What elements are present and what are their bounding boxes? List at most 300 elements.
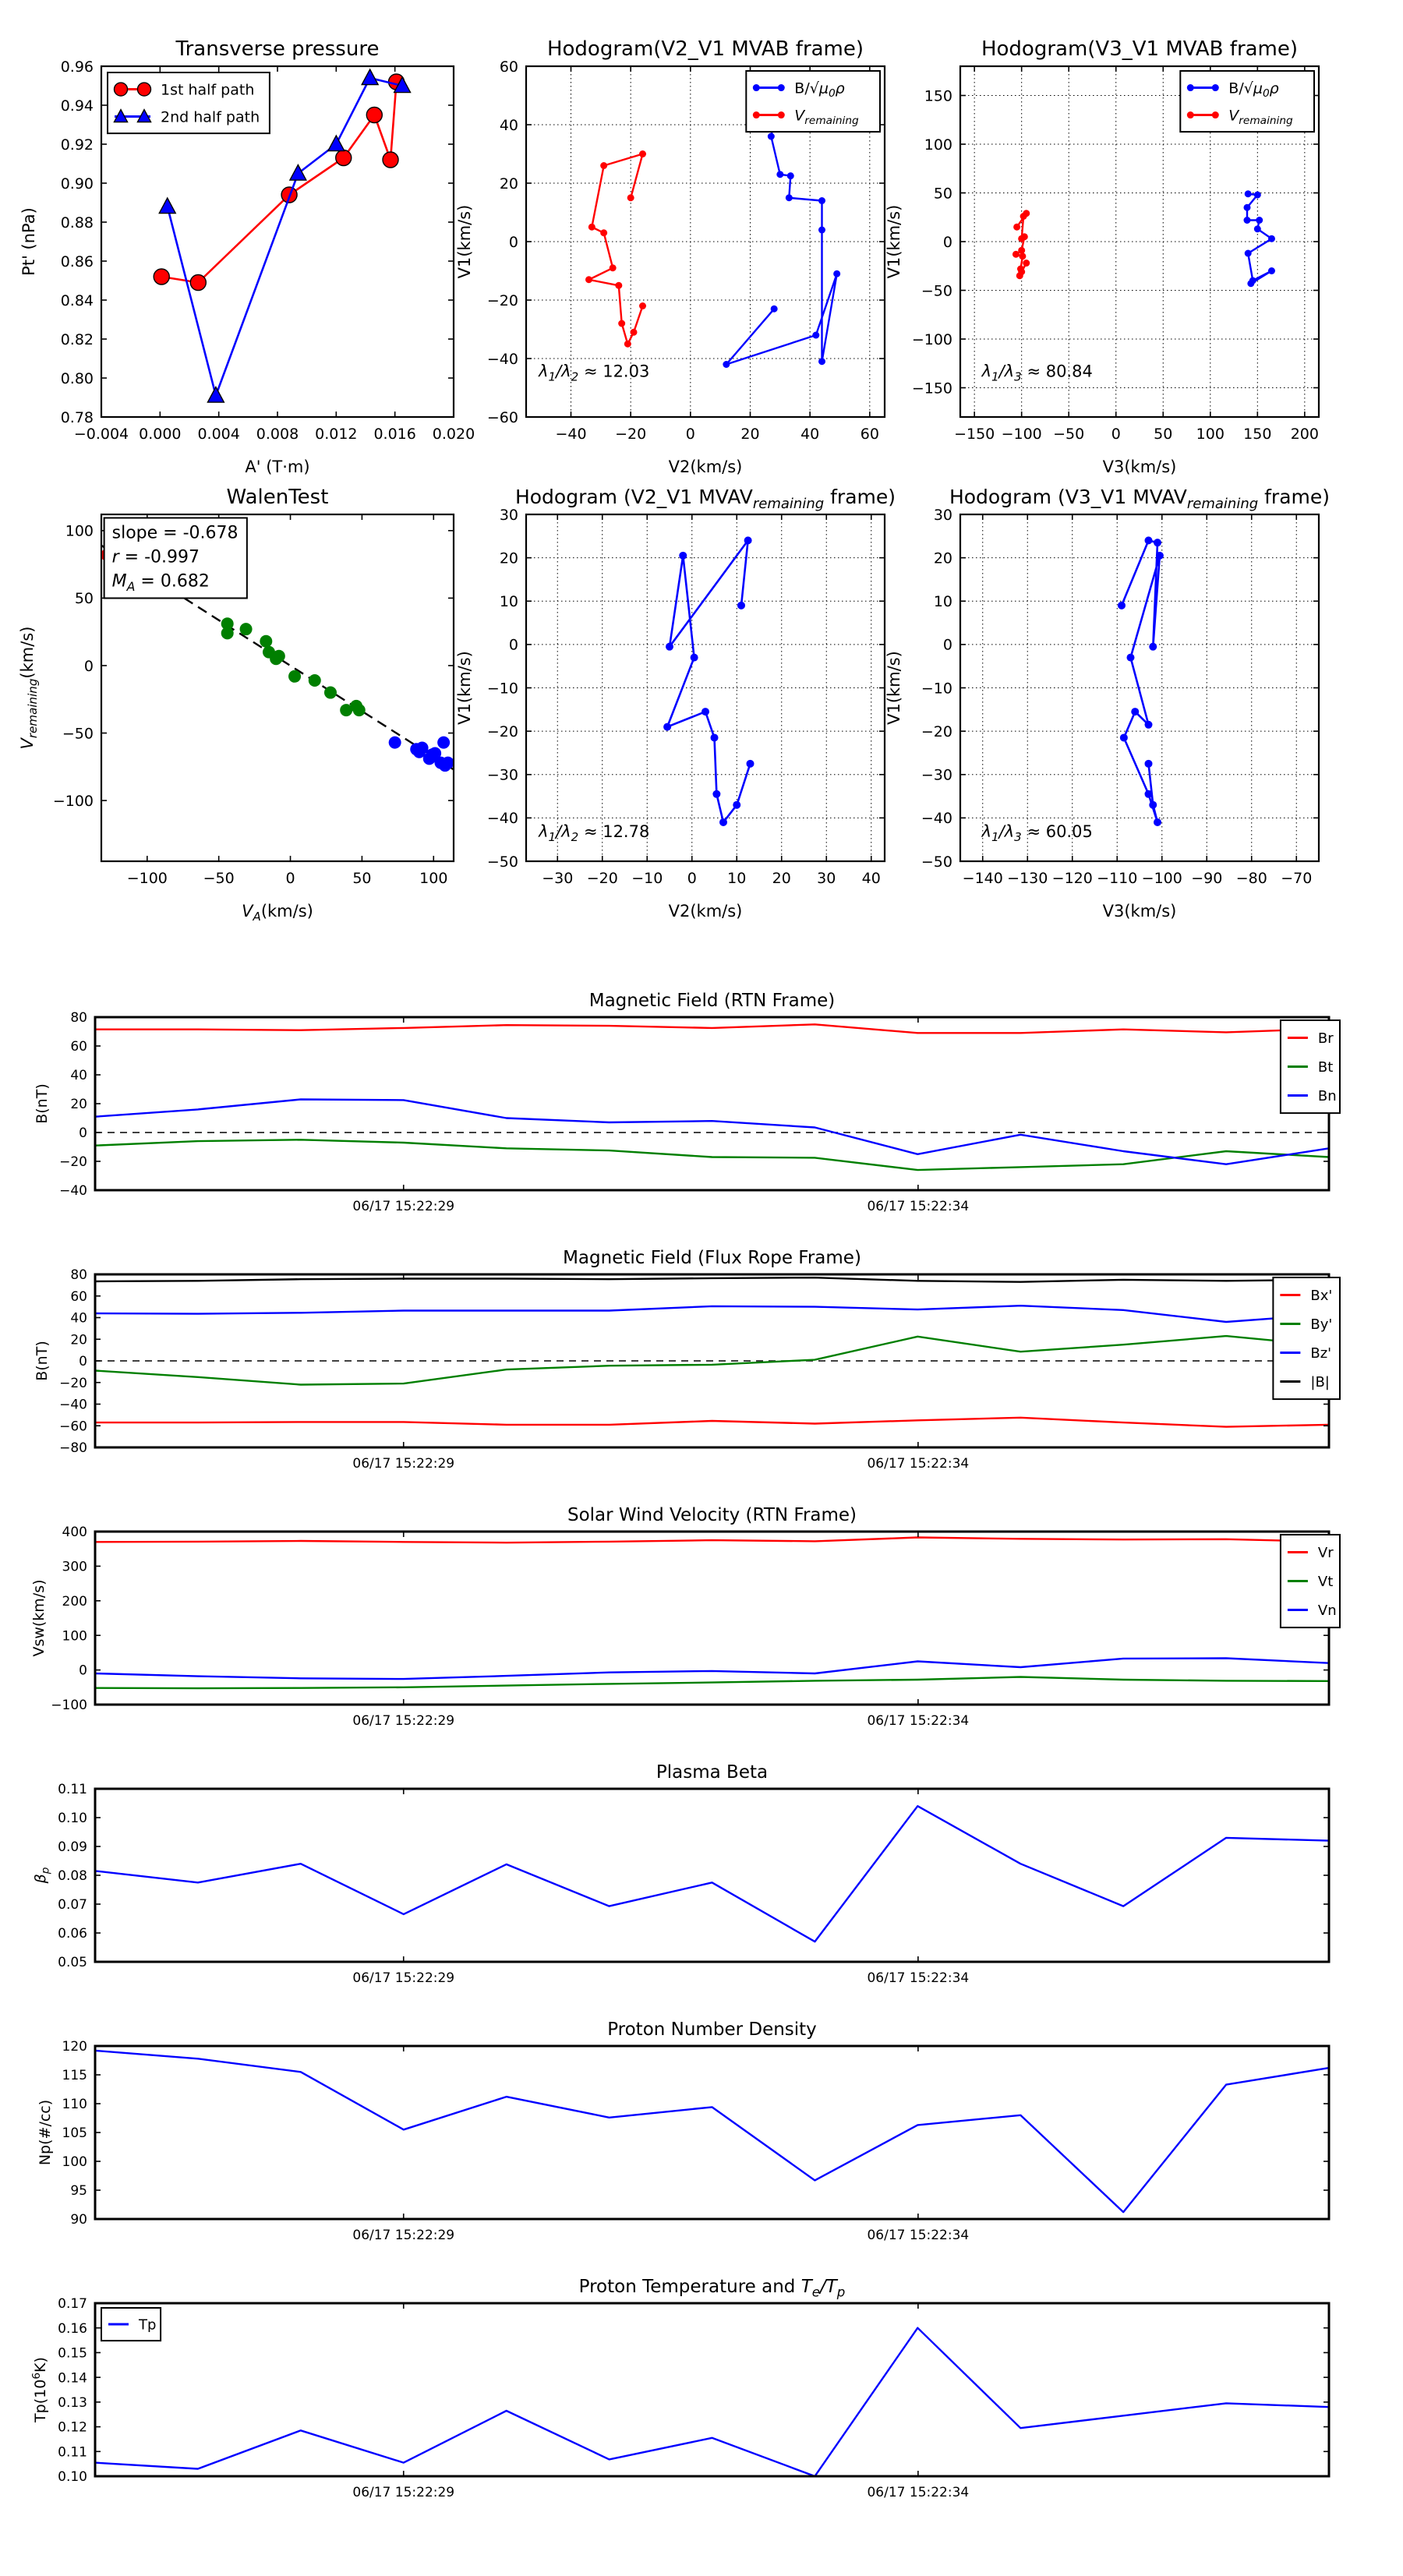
- magnetic-field-rtn-x-tick-label: 06/17 15:22:29: [352, 1199, 455, 1214]
- hodogram-v2v1-mvav-x-tick-label: −10: [631, 870, 663, 887]
- hodogram-v3v1-mvav-marker-v-path: [1156, 552, 1164, 560]
- hodogram-v3v1-mvav-marker-v-path: [1149, 643, 1157, 651]
- transverse-pressure-y-tick-label: 0.94: [60, 97, 94, 115]
- transverse-pressure-legend-label: 2nd half path: [161, 108, 260, 126]
- hodogram-v2v1-mvab-legend-label: $B/√\mu_0\rho$: [794, 80, 845, 100]
- magnetic-field-rtn-y-axis-label: B(nT): [34, 1083, 51, 1124]
- hodogram-v3v1-mvav-marker-v-path: [1145, 536, 1153, 544]
- proton-number-density-y-tick-label: 105: [62, 2125, 87, 2142]
- walen-test-marker-green-points: [260, 635, 272, 648]
- solar-wind-velocity-x-tick-label: 06/17 15:22:34: [867, 1713, 970, 1729]
- hodogram-v3v1-mvab-x-tick-label: 200: [1290, 426, 1319, 443]
- hodogram-v2v1-mvab-y-axis-label: V1(km/s): [455, 204, 474, 279]
- plasma-beta-y-tick-label: 0.05: [58, 1955, 87, 1971]
- chart-magnetic-field-flux-rope: [34, 1248, 1340, 1472]
- transverse-pressure-y-tick-label: 0.92: [60, 136, 94, 154]
- transverse-pressure-y-tick-label: 0.86: [60, 253, 94, 270]
- plasma-beta-title: Plasma Beta: [656, 1762, 769, 1783]
- hodogram-v2v1-mvav-y-tick-label: 10: [499, 593, 518, 611]
- hodogram-v2v1-mvab-y-tick-label: 40: [499, 116, 518, 134]
- magnetic-field-flux-rope-title: Magnetic Field (Flux Rope Frame): [563, 1248, 861, 1268]
- proton-temperature-y-tick-label: 0.14: [58, 2370, 87, 2387]
- walen-test-marker-green-points: [240, 623, 253, 635]
- walen-test-marker-green-points: [324, 687, 337, 699]
- hodogram-v2v1-mvab-x-tick-label: 0: [685, 426, 695, 443]
- hodogram-v2v1-mvab-annotation: $\lambda_1/\lambda_2 \approx 12.03$: [539, 362, 650, 384]
- proton-number-density-y-axis-label: Np(#/cc): [37, 2099, 54, 2166]
- hodogram-v3v1-mvav-marker-v-path: [1145, 721, 1153, 729]
- hodogram-v2v1-mvab-x-tick-label: 20: [740, 426, 760, 443]
- hodogram-v3v1-mvav-title: Hodogram (V3_V1 $MVAV_{remaining}$ frame): [949, 486, 1331, 512]
- walen-test-marker-blue-points: [437, 737, 450, 749]
- solar-wind-velocity-y-axis-label: Vsw(km/s): [30, 1579, 48, 1657]
- walen-test-y-tick-label: 50: [74, 590, 94, 608]
- proton-number-density-x-tick-label: 06/17 15:22:29: [352, 2228, 455, 2243]
- proton-temperature-plot-area: [95, 2303, 1329, 2476]
- hodogram-v3v1-mvab-marker-v-remaining: [1021, 233, 1028, 240]
- hodogram-v2v1-mvab-marker-v-remaining: [631, 329, 638, 336]
- magnetic-field-rtn-legend-label: Bt: [1317, 1059, 1334, 1076]
- hodogram-v2v1-mvab-marker-v-remaining: [627, 194, 634, 201]
- magnetic-field-flux-rope-legend-label: |B|: [1310, 1374, 1330, 1391]
- magnetic-field-flux-rope-x-tick-label: 06/17 15:22:34: [867, 1456, 970, 1472]
- hodogram-v3v1-mvab-marker-b-over-sqrt-mu0rho: [1254, 225, 1261, 232]
- magnetic-field-rtn-plot-area: [95, 1017, 1329, 1190]
- hodogram-v2v1-mvav-marker-v-path: [691, 654, 698, 662]
- hodogram-v2v1-mvab-y-tick-label: −20: [486, 292, 518, 309]
- proton-temperature-y-tick-label: 0.17: [58, 2296, 87, 2313]
- hodogram-v3v1-mvab-legend-dot: [1187, 84, 1194, 91]
- magnetic-field-rtn-y-tick-label: 60: [70, 1039, 87, 1055]
- hodogram-v3v1-mvav-marker-v-path: [1120, 733, 1128, 741]
- hodogram-v2v1-mvav-marker-v-path: [702, 708, 709, 716]
- hodogram-v3v1-mvab-marker-b-over-sqrt-mu0rho: [1256, 217, 1263, 224]
- hodogram-v3v1-mvav-y-tick-label: −20: [921, 723, 952, 740]
- hodogram-v2v1-mvab-marker-v-remaining: [600, 229, 607, 236]
- hodogram-v3v1-mvav-x-tick-label: −70: [1281, 870, 1313, 887]
- hodogram-v2v1-mvav-y-tick-label: 0: [508, 636, 518, 654]
- hodogram-v2v1-mvab-marker-v-remaining: [624, 341, 631, 348]
- hodogram-v3v1-mvav-x-axis-label: V3(km/s): [1102, 902, 1177, 921]
- hodogram-v3v1-mvav-x-tick-label: −90: [1191, 870, 1223, 887]
- hodogram-v3v1-mvav-x-tick-label: −140: [962, 870, 1003, 887]
- hodogram-v3v1-mvab-x-tick-label: −150: [954, 426, 995, 443]
- proton-number-density-y-tick-label: 115: [62, 2068, 87, 2084]
- walen-test-annotation-box: [104, 518, 247, 598]
- solar-wind-velocity-legend-label: Vt: [1317, 1574, 1334, 1591]
- transverse-pressure-marker-first-half-path: [383, 152, 398, 168]
- hodogram-v3v1-mvab-y-tick-label: 150: [924, 87, 952, 105]
- magnetic-field-rtn-x-tick-label: 06/17 15:22:34: [867, 1199, 970, 1214]
- hodogram-v2v1-mvab-legend-dot: [753, 84, 760, 91]
- hodogram-v3v1-mvav-y-tick-label: 10: [933, 593, 952, 611]
- hodogram-v3v1-mvab-x-axis-label: V3(km/s): [1102, 458, 1177, 476]
- hodogram-v2v1-mvav-marker-v-path: [666, 643, 673, 651]
- solar-wind-velocity-y-tick-label: 200: [62, 1593, 87, 1610]
- hodogram-v3v1-mvav-marker-v-path: [1131, 708, 1139, 716]
- hodogram-v3v1-mvab-y-tick-label: 100: [924, 136, 952, 154]
- chart-hodogram-v2v1-mvav: [455, 486, 896, 921]
- walen-test-y-tick-label: −50: [62, 725, 94, 743]
- magnetic-field-flux-rope-y-tick-label: 80: [70, 1267, 87, 1284]
- proton-temperature-y-tick-label: 0.10: [58, 2469, 87, 2486]
- hodogram-v2v1-mvab-legend-dot: [778, 111, 785, 118]
- transverse-pressure-y-tick-label: 0.82: [60, 330, 94, 348]
- hodogram-v3v1-mvab-legend-label: $V_{remaining}$: [1228, 107, 1293, 127]
- solar-wind-velocity-legend-label: Vn: [1317, 1602, 1337, 1620]
- magnetic-field-rtn-legend-label: Br: [1317, 1030, 1334, 1048]
- hodogram-v3v1-mvav-x-tick-label: −120: [1051, 870, 1093, 887]
- hodogram-v2v1-mvav-y-tick-label: 30: [499, 506, 518, 524]
- hodogram-v3v1-mvav-marker-v-path: [1149, 801, 1157, 809]
- hodogram-v2v1-mvab-marker-v-remaining: [639, 150, 646, 157]
- hodogram-v2v1-mvab-marker-b-over-sqrt-mu0rho: [787, 172, 794, 179]
- hodogram-v2v1-mvab-x-tick-label: 40: [800, 426, 820, 443]
- chart-plasma-beta: [32, 1762, 1329, 1986]
- plasma-beta-x-tick-label: 06/17 15:22:29: [352, 1970, 455, 1986]
- magnetic-field-flux-rope-legend: [1273, 1277, 1340, 1399]
- hodogram-v2v1-mvab-y-tick-label: 20: [499, 175, 518, 193]
- transverse-pressure-legend-label: 1st half path: [161, 81, 255, 99]
- transverse-pressure-y-tick-label: 0.90: [60, 175, 94, 193]
- solar-wind-velocity-y-tick-label: 400: [62, 1525, 87, 1541]
- hodogram-v2v1-mvav-annotation: $\lambda_1/\lambda_2 \approx 12.78$: [539, 822, 650, 844]
- svg-text:slope = -0.678: slope = -0.678: [111, 523, 239, 543]
- hodogram-v2v1-mvab-marker-b-over-sqrt-mu0rho: [786, 194, 793, 201]
- hodogram-v2v1-mvav-title: Hodogram (V2_V1 $MVAV_{remaining}$ frame): [514, 486, 896, 512]
- hodogram-v2v1-mvab-marker-b-over-sqrt-mu0rho: [723, 361, 730, 368]
- proton-temperature-y-tick-label: 0.13: [58, 2394, 87, 2411]
- plasma-beta-y-tick-label: 0.07: [58, 1897, 87, 1913]
- magnetic-field-flux-rope-y-axis-label: B(nT): [34, 1341, 51, 1381]
- proton-temperature-y-tick-label: 0.15: [58, 2345, 87, 2362]
- hodogram-v3v1-mvab-marker-b-over-sqrt-mu0rho: [1245, 250, 1252, 257]
- transverse-pressure-marker-first-half-path: [366, 108, 382, 123]
- hodogram-v2v1-mvav-x-axis-label: V2(km/s): [668, 902, 743, 921]
- hodogram-v3v1-mvab-marker-b-over-sqrt-mu0rho: [1244, 217, 1251, 224]
- magnetic-field-rtn-title: Magnetic Field (RTN Frame): [588, 991, 836, 1011]
- hodogram-v3v1-mvab-x-tick-label: −100: [1001, 426, 1042, 443]
- hodogram-v2v1-mvab-marker-b-over-sqrt-mu0rho: [818, 358, 825, 365]
- walen-test-marker-green-points: [221, 627, 234, 639]
- hodogram-v2v1-mvav-marker-v-path: [663, 723, 671, 731]
- hodogram-v3v1-mvab-x-tick-label: 0: [1111, 426, 1121, 443]
- magnetic-field-rtn-legend: [1281, 1020, 1340, 1113]
- hodogram-v2v1-mvav-marker-v-path: [711, 733, 719, 741]
- chart-solar-wind-velocity: [30, 1505, 1340, 1729]
- hodogram-v3v1-mvab-x-tick-label: −50: [1053, 426, 1085, 443]
- hodogram-v2v1-mvab-legend: [746, 71, 880, 132]
- hodogram-v3v1-mvav-annotation: $\lambda_1/\lambda_3 \approx 60.05$: [981, 822, 1093, 844]
- hodogram-v3v1-mvab-legend-dot: [1187, 111, 1194, 118]
- hodogram-v2v1-mvab-y-tick-label: 60: [499, 58, 518, 76]
- hodogram-v2v1-mvav-marker-v-path: [733, 801, 740, 809]
- hodogram-v2v1-mvab-marker-v-remaining: [610, 264, 617, 271]
- hodogram-v2v1-mvav-y-tick-label: −20: [486, 723, 518, 740]
- hodogram-v3v1-mvab-marker-v-remaining: [1023, 260, 1030, 267]
- hodogram-v3v1-mvav-x-tick-label: −130: [1007, 870, 1048, 887]
- magnetic-field-rtn-y-tick-label: 80: [70, 1010, 87, 1027]
- transverse-pressure-x-axis-label: A' (T·m): [245, 458, 310, 476]
- hodogram-v3v1-mvab-y-tick-label: 0: [942, 233, 952, 251]
- hodogram-v2v1-mvab-marker-v-remaining: [585, 276, 592, 283]
- transverse-pressure-x-tick-label: 0.020: [432, 426, 475, 443]
- hodogram-v2v1-mvab-x-axis-label: V2(km/s): [668, 458, 743, 476]
- proton-temperature-x-tick-label: 06/17 15:22:29: [352, 2485, 455, 2500]
- hodogram-v2v1-mvab-marker-v-remaining: [588, 224, 595, 231]
- walen-test-marker-blue-points: [442, 757, 454, 769]
- transverse-pressure-title: Transverse pressure: [175, 37, 380, 61]
- transverse-pressure-y-tick-label: 0.88: [60, 214, 94, 231]
- proton-number-density-y-tick-label: 120: [62, 2039, 87, 2055]
- hodogram-v2v1-mvab-legend-dot: [778, 84, 785, 91]
- walen-test-x-tick-label: 0: [285, 870, 295, 887]
- solar-wind-velocity-legend-label: Vr: [1317, 1545, 1334, 1562]
- magnetic-field-rtn-y-tick-label: 0: [79, 1125, 87, 1142]
- magnetic-field-flux-rope-legend-label: Bz': [1310, 1345, 1332, 1362]
- chart-proton-temperature: [30, 2277, 1329, 2500]
- hodogram-v3v1-mvab-marker-b-over-sqrt-mu0rho: [1247, 280, 1254, 287]
- hodogram-v3v1-mvav-x-tick-label: −100: [1141, 870, 1182, 887]
- hodogram-v3v1-mvab-marker-v-remaining: [1020, 213, 1027, 220]
- plasma-beta-y-tick-label: 0.10: [58, 1811, 87, 1827]
- walen-test-marker-blue-points: [389, 737, 401, 749]
- hodogram-v2v1-mvab-marker-v-remaining: [639, 302, 646, 309]
- transverse-pressure-legend-circle: [138, 83, 151, 96]
- hodogram-v3v1-mvav-x-tick-label: −110: [1097, 870, 1138, 887]
- hodogram-v3v1-mvav-y-axis-label: V1(km/s): [885, 651, 903, 725]
- magnetic-field-rtn-y-tick-label: −20: [59, 1154, 87, 1171]
- hodogram-v2v1-mvav-marker-v-path: [744, 536, 752, 544]
- walen-test-x-tick-label: −100: [126, 870, 168, 887]
- hodogram-v3v1-mvab-annotation: $\lambda_1/\lambda_3 \approx 80.84$: [981, 362, 1093, 384]
- walen-test-title: WalenTest: [226, 486, 329, 509]
- hodogram-v3v1-mvav-y-tick-label: 20: [933, 549, 952, 567]
- hodogram-v2v1-mvab-marker-b-over-sqrt-mu0rho: [776, 171, 783, 178]
- hodogram-v3v1-mvab-marker-v-remaining: [1018, 268, 1025, 275]
- proton-temperature-legend: [101, 2308, 161, 2341]
- hodogram-v2v1-mvab-marker-b-over-sqrt-mu0rho: [818, 227, 825, 234]
- hodogram-v3v1-mvab-legend-label: $B/√\mu_0\rho$: [1228, 80, 1279, 100]
- walen-test-marker-green-points: [309, 674, 321, 687]
- walen-test-marker-green-points: [288, 670, 301, 683]
- hodogram-v3v1-mvab-marker-v-remaining: [1013, 224, 1020, 231]
- solar-wind-velocity-y-tick-label: 300: [62, 1559, 87, 1575]
- magnetic-field-flux-rope-y-tick-label: −20: [59, 1375, 87, 1391]
- hodogram-v3v1-mvab-y-axis-label: V1(km/s): [885, 204, 903, 279]
- magnetic-field-flux-rope-y-tick-label: 60: [70, 1288, 87, 1305]
- magnetic-field-flux-rope-legend-label: Bx': [1310, 1288, 1333, 1305]
- hodogram-v2v1-mvav-x-tick-label: 20: [772, 870, 791, 887]
- proton-temperature-legend-label: Tp: [139, 2316, 157, 2334]
- magnetic-field-rtn-y-tick-label: −40: [59, 1183, 87, 1200]
- hodogram-v2v1-mvab-marker-v-remaining: [615, 282, 622, 289]
- hodogram-v2v1-mvav-y-tick-label: 20: [499, 549, 518, 567]
- proton-temperature-x-tick-label: 06/17 15:22:34: [867, 2485, 970, 2500]
- chart-proton-number-density: [37, 2019, 1329, 2243]
- magnetic-field-flux-rope-y-tick-label: −40: [59, 1397, 87, 1413]
- proton-number-density-y-tick-label: 90: [70, 2212, 87, 2228]
- transverse-pressure-y-axis-label: Pt' (nPa): [19, 207, 38, 276]
- magnetic-field-flux-rope-y-tick-label: −80: [59, 1440, 87, 1457]
- hodogram-v2v1-mvav-y-tick-label: −30: [486, 766, 518, 784]
- hodogram-v3v1-mvav-marker-v-path: [1154, 818, 1161, 826]
- transverse-pressure-legend-circle: [115, 83, 128, 96]
- hodogram-v2v1-mvab-x-tick-label: 60: [860, 426, 879, 443]
- hodogram-v3v1-mvav-y-tick-label: 30: [933, 506, 952, 524]
- transverse-pressure-x-tick-label: 0.016: [373, 426, 416, 443]
- transverse-pressure-y-tick-label: 0.78: [60, 408, 94, 426]
- walen-test-marker-green-points: [273, 650, 285, 663]
- transverse-pressure-marker-first-half-path: [154, 269, 169, 284]
- hodogram-v2v1-mvav-y-axis-label: V1(km/s): [455, 651, 474, 725]
- hodogram-v3v1-mvab-marker-b-over-sqrt-mu0rho: [1254, 192, 1261, 199]
- hodogram-v3v1-mvav-marker-v-path: [1118, 602, 1126, 610]
- hodogram-v3v1-mvab-marker-b-over-sqrt-mu0rho: [1268, 267, 1275, 274]
- hodogram-v3v1-mvab-legend: [1180, 71, 1314, 132]
- magnetic-field-flux-rope-legend-label: By': [1310, 1316, 1333, 1334]
- svg-text:MA = 0.682: $M_A = 0.682$: [111, 571, 210, 594]
- plasma-beta-y-tick-label: 0.09: [58, 1839, 87, 1856]
- transverse-pressure-marker-first-half-path: [190, 275, 206, 291]
- hodogram-v3v1-mvab-x-tick-label: 50: [1154, 426, 1173, 443]
- hodogram-v2v1-mvav-x-tick-label: −20: [586, 870, 618, 887]
- chart-magnetic-field-rtn: [34, 991, 1340, 1214]
- walen-test-y-axis-label: $V_{remaining}(km/s)$: [18, 626, 41, 750]
- hodogram-v3v1-mvav-y-tick-label: −10: [921, 680, 952, 698]
- plasma-beta-plot-area: [95, 1789, 1329, 1962]
- hodogram-v3v1-mvav-marker-v-path: [1154, 539, 1161, 546]
- hodogram-v3v1-mvav-y-tick-label: −40: [921, 810, 952, 828]
- hodogram-v3v1-mvab-legend-dot: [1212, 111, 1219, 118]
- solar-wind-velocity-x-tick-label: 06/17 15:22:29: [352, 1713, 455, 1729]
- hodogram-v3v1-mvav-y-tick-label: −50: [921, 853, 952, 871]
- hodogram-v2v1-mvab-marker-b-over-sqrt-mu0rho: [833, 270, 840, 277]
- solar-wind-velocity-title: Solar Wind Velocity (RTN Frame): [567, 1505, 857, 1525]
- hodogram-v3v1-mvav-y-tick-label: −30: [921, 766, 952, 784]
- hodogram-v2v1-mvab-legend-dot: [753, 111, 760, 118]
- magnetic-field-flux-rope-y-tick-label: −60: [59, 1419, 87, 1435]
- chart-hodogram-v3v1-mvav: [885, 486, 1330, 921]
- magnetic-field-rtn-legend-label: Bn: [1317, 1088, 1337, 1105]
- hodogram-v2v1-mvav-y-tick-label: −10: [486, 680, 518, 698]
- solar-wind-velocity-legend: [1281, 1535, 1340, 1627]
- transverse-pressure-legend: [108, 72, 270, 133]
- proton-temperature-y-tick-label: 0.16: [58, 2320, 87, 2337]
- hodogram-v3v1-mvab-marker-b-over-sqrt-mu0rho: [1268, 235, 1275, 242]
- walen-test-y-tick-label: −100: [52, 792, 94, 810]
- hodogram-v3v1-mvab-y-tick-label: −100: [911, 330, 952, 348]
- proton-temperature-title: Proton Temperature and $T_e/T_p$: [578, 2277, 846, 2300]
- magnetic-field-flux-rope-y-tick-label: 40: [70, 1310, 87, 1327]
- transverse-pressure-y-tick-label: 0.80: [60, 369, 94, 387]
- hodogram-v2v1-mvav-marker-v-path: [712, 790, 720, 798]
- hodogram-v3v1-mvab-y-tick-label: −50: [921, 282, 952, 300]
- hodogram-v3v1-mvab-legend-dot: [1212, 84, 1219, 91]
- hodogram-v3v1-mvab-title: Hodogram(V3_V1 MVAB frame): [981, 37, 1299, 61]
- hodogram-v3v1-mvav-marker-v-path: [1145, 790, 1153, 798]
- hodogram-v2v1-mvab-marker-b-over-sqrt-mu0rho: [818, 197, 825, 204]
- hodogram-v3v1-mvav-marker-v-path: [1127, 654, 1135, 662]
- hodogram-v2v1-mvav-marker-v-path: [719, 818, 727, 826]
- hodogram-v2v1-mvav-x-tick-label: 10: [727, 870, 747, 887]
- hodogram-v2v1-mvab-marker-b-over-sqrt-mu0rho: [771, 306, 778, 313]
- solar-wind-velocity-y-tick-label: −100: [51, 1698, 87, 1714]
- transverse-pressure-x-tick-label: 0.012: [315, 426, 358, 443]
- hodogram-v3v1-mvab-y-tick-label: −150: [911, 380, 952, 398]
- hodogram-v2v1-mvav-x-tick-label: 40: [861, 870, 881, 887]
- magnetic-field-flux-rope-y-tick-label: 0: [79, 1354, 87, 1370]
- transverse-pressure-y-tick-label: 0.96: [60, 58, 94, 76]
- magnetic-field-flux-rope-x-tick-label: 06/17 15:22:29: [352, 1456, 455, 1472]
- proton-number-density-y-tick-label: 95: [70, 2183, 87, 2200]
- proton-number-density-title: Proton Number Density: [607, 2019, 817, 2040]
- magnetic-field-rtn-y-tick-label: 40: [70, 1068, 87, 1084]
- hodogram-v2v1-mvav-x-tick-label: 30: [817, 870, 836, 887]
- hodogram-v3v1-mvab-x-tick-label: 150: [1243, 426, 1272, 443]
- hodogram-v2v1-mvab-x-tick-label: −40: [555, 426, 587, 443]
- transverse-pressure-marker-first-half-path: [336, 150, 352, 166]
- solar-wind-velocity-y-tick-label: 100: [62, 1628, 87, 1645]
- walen-test-x-axis-label: $V_A(km/s)$: [242, 902, 313, 924]
- hodogram-v3v1-mvav-marker-v-path: [1145, 760, 1153, 768]
- chart-transverse-pressure: [19, 37, 475, 476]
- walen-test-marker-green-points: [353, 704, 366, 716]
- hodogram-v2v1-mvav-y-tick-label: −50: [486, 853, 518, 871]
- hodogram-v3v1-mvab-marker-v-remaining: [1019, 253, 1026, 260]
- proton-number-density-x-tick-label: 06/17 15:22:34: [867, 2228, 970, 2243]
- walen-test-y-tick-label: 0: [83, 657, 94, 675]
- walen-test-y-tick-label: 100: [65, 522, 94, 540]
- hodogram-v3v1-mvab-y-tick-label: 50: [933, 185, 952, 203]
- hodogram-v3v1-mvab-x-tick-label: 100: [1196, 426, 1225, 443]
- walen-test-x-tick-label: 50: [352, 870, 372, 887]
- proton-number-density-plot-area: [95, 2046, 1329, 2219]
- transverse-pressure-x-tick-label: −0.004: [73, 426, 129, 443]
- hodogram-v2v1-mvav-marker-v-path: [679, 552, 687, 560]
- hodogram-v2v1-mvab-y-tick-label: −40: [486, 350, 518, 368]
- plasma-beta-x-tick-label: 06/17 15:22:34: [867, 1970, 970, 1986]
- proton-number-density-y-tick-label: 110: [62, 2097, 87, 2113]
- hodogram-v2v1-mvab-marker-v-remaining: [600, 162, 607, 169]
- plasma-beta-y-axis-label: $\beta_p$: [32, 1867, 52, 1884]
- magnetic-field-flux-rope-y-tick-label: 20: [70, 1332, 87, 1348]
- walen-test-x-tick-label: 100: [419, 870, 448, 887]
- hodogram-v3v1-mvav-x-tick-label: −80: [1235, 870, 1267, 887]
- proton-temperature-y-tick-label: 0.11: [58, 2444, 87, 2461]
- proton-temperature-y-axis-label: $Tp(10^6K)$: [30, 2357, 49, 2422]
- hodogram-v2v1-mvab-marker-b-over-sqrt-mu0rho: [812, 332, 819, 339]
- hodogram-v3v1-mvav-y-tick-label: 0: [942, 636, 952, 654]
- hodogram-v2v1-mvav-marker-v-path: [737, 602, 745, 610]
- hodogram-v2v1-mvab-marker-b-over-sqrt-mu0rho: [768, 133, 775, 140]
- transverse-pressure-x-tick-label: 0.004: [197, 426, 240, 443]
- hodogram-v3v1-mvab-marker-b-over-sqrt-mu0rho: [1244, 204, 1251, 211]
- hodogram-v2v1-mvav-x-tick-label: −30: [542, 870, 574, 887]
- hodogram-v2v1-mvav-x-tick-label: 0: [687, 870, 697, 887]
- hodogram-v2v1-mvab-y-tick-label: −60: [486, 408, 518, 426]
- plasma-beta-y-tick-label: 0.06: [58, 1926, 87, 1942]
- chart-walen-test: [18, 486, 454, 924]
- hodogram-v2v1-mvab-marker-v-remaining: [618, 320, 625, 327]
- chart-hodogram-v3v1-mvab: [885, 37, 1319, 476]
- magnetic-field-rtn-y-tick-label: 20: [70, 1097, 87, 1113]
- plasma-beta-y-tick-label: 0.11: [58, 1782, 87, 1798]
- hodogram-v2v1-mvab-x-tick-label: −20: [615, 426, 647, 443]
- transverse-pressure-x-tick-label: 0.008: [256, 426, 299, 443]
- plasma-beta-y-tick-label: 0.08: [58, 1868, 87, 1885]
- hodogram-v2v1-mvab-title: Hodogram(V2_V1 MVAB frame): [546, 37, 864, 61]
